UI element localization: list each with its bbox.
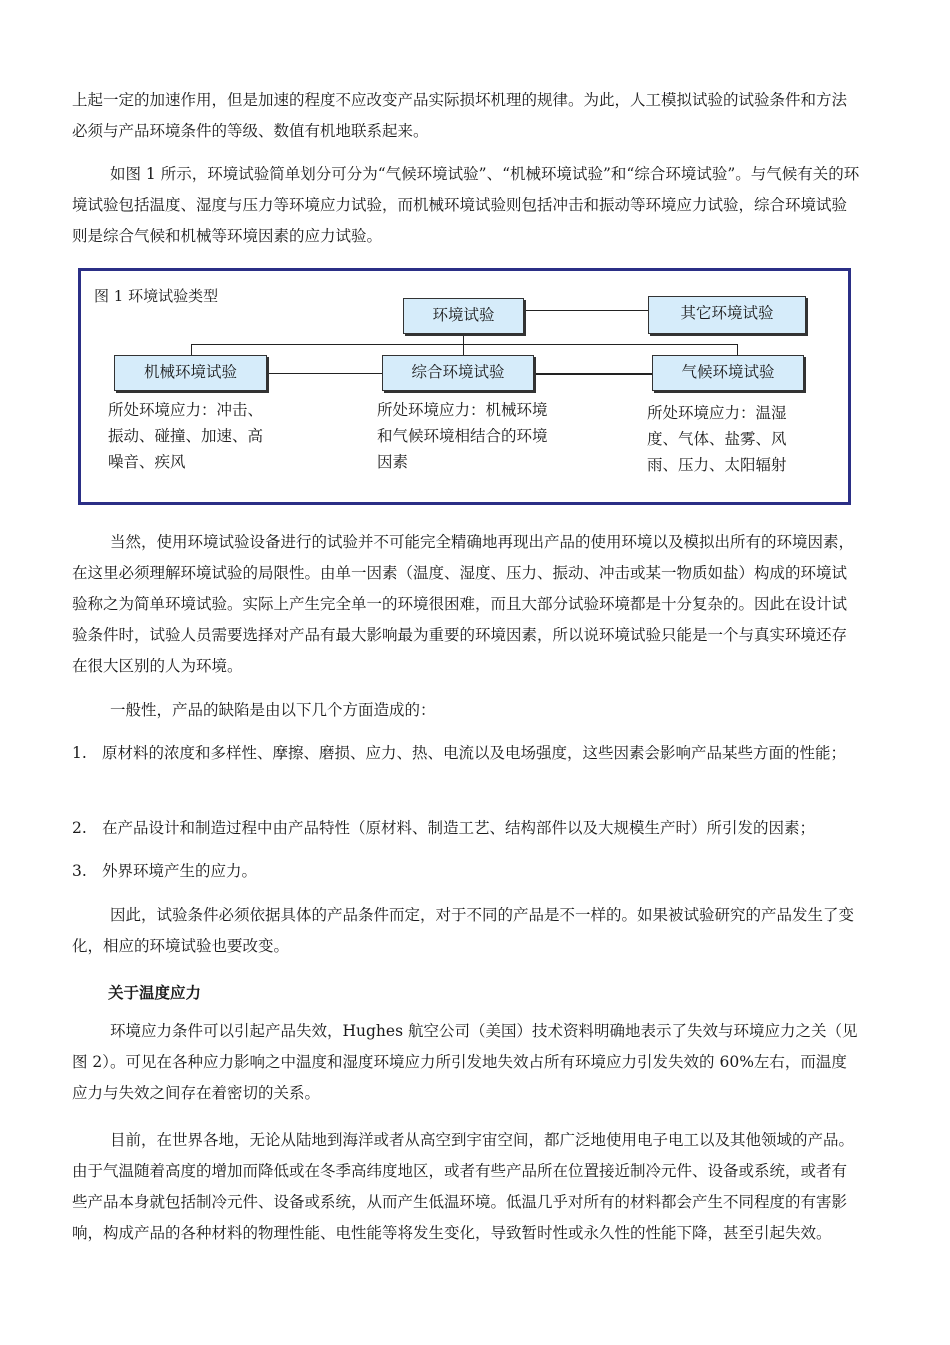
box-mechanical-test: 机械环境试验 [114,355,267,391]
desc-mechanical: 所处环境应力：冲击、振动、碰撞、加速、高噪音、疾风 [108,401,264,471]
connector-horizontal-bus [191,344,737,345]
paragraph-intro-figure: 如图 1 所示，环境试验简单划分可分为“气候环境试验”、“机械环境试验”和“综合环境试验”。与气候有关的环境试验包括温度、湿度与压力等环境应力试验，而机械环境试验则包括冲击和振动等环境应力试验，综合环境试验则是综合气候和机械等环境因素的应力试验。 [72,165,860,245]
desc-climate: 所处环境应力：温湿度、气体、盐雾、风雨、压力、太阳辐射 [647,404,787,474]
paragraph-continuation: 上起一定的加速作用，但是加速的程度不应改变产品实际损坏机理的规律。为此，人工模拟试验的试验条件和方法必须与产品环境条件的等级、数值有机地联系起来。 [72,91,848,140]
desc-combined: 所处环境应力：机械环境和气候环境相结合的环境因素 [377,401,548,471]
connector-combined-climate [533,373,653,375]
connector-mech-combined [268,373,383,374]
list-item: 2. 在产品设计和制造过程中由产品特性（原材料、制造工艺、结构部件以及大规模生产时）所引发的因素； [72,819,816,837]
connector-root-other [524,310,650,311]
paragraph-limitations: 当然，使用环境试验设备进行的试验并不可能完全精确地再现出产品的使用环境以及模拟出所有的环境因素，在这里必须理解环境试验的局限性。由单一因素（温度、湿度、压力、振动、冲击或某一物质如盐）构成的环境试验称之为简单环境试验。实际上产生完全单一的环境很困难，而且大部分试验环境都是十分复杂的。因此在设计试验条件时，试验人员需要选择对产品有最大影响最为重要的环境因素，所以说环境试验只能是一个与真实环境还存在很大区别的人为环境。 [72,533,855,675]
paragraph-defect-causes: 一般性，产品的缺陷是由以下几个方面造成的： [110,701,436,719]
paragraph-stress-failure: 环境应力条件可以引起产品失效，Hughes 航空公司（美国）技术资料明确地表示了失效与环境应力之关（见图 2）。可见在各种应力影响之中温度和湿度环境应力所引发地失效占所有环境应力引发失效的 60%左右，而温度应力与失效之间存在着密切的关系。 [72,1022,858,1102]
box-other-environment-test: 其它环境试验 [648,296,806,334]
section-heading: 关于温度应力 [108,984,202,1002]
figure-caption: 图 1 环境试验类型 [94,287,219,305]
box-environment-test: 环境试验 [403,298,524,334]
box-combined-test: 综合环境试验 [382,355,534,391]
paragraph-conditions: 因此，试验条件必须依据具体的产品条件而定，对于不同的产品是不一样的。如果被试验研究的产品发生了变化，相应的环境试验也要改变。 [72,906,855,955]
list-item: 1. 原材料的浓度和多样性、摩擦、磨损、应力、热、电流以及电场强度，这些因素会影响产品某些方面的性能； [72,744,847,762]
figure-environment-test-types [78,268,851,505]
list-item: 3. 外界环境产生的应力。 [72,862,258,880]
paragraph-low-temperature: 目前，在世界各地，无论从陆地到海洋或者从高空到宇宙空间，都广泛地使用电子电工以及其他领域的产品。由于气温随着高度的增加而降低或在冬季高纬度地区，或者有些产品所在位置接近制冷元件、设备或系统，或者有些产品本身就包括制冷元件、设备或系统，从而产生低温环境。低温几乎对所有的材料都会产生不同程度的有害影响，构成产品的各种材料的物理性能、电性能等将发生变化，导致暂时性或永久性的性能下降，甚至引起失效。 [72,1131,855,1242]
connector-root-down [463,334,464,344]
box-climate-test: 气候环境试验 [652,355,804,391]
